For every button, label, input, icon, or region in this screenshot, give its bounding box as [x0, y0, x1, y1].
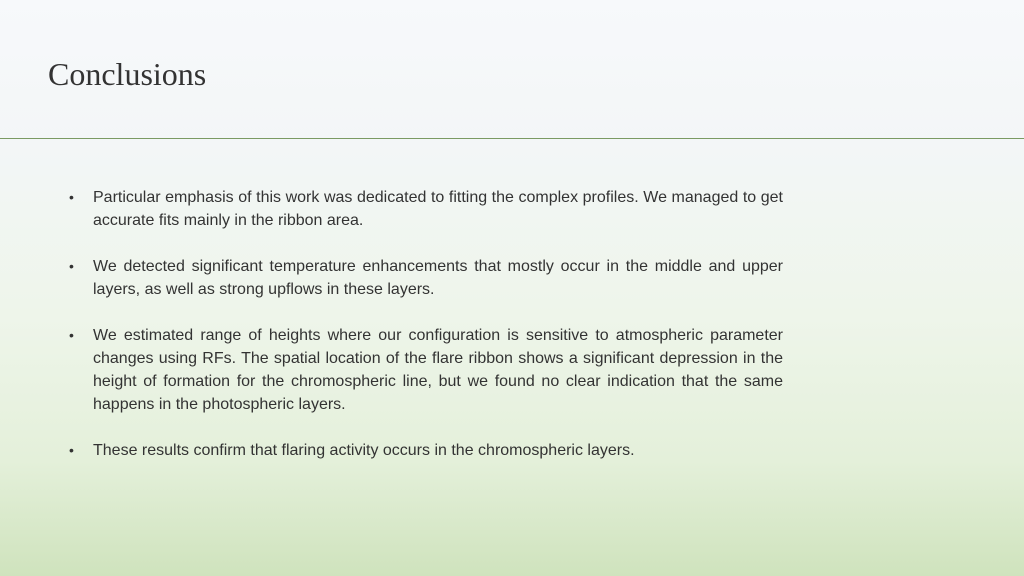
bullet-text: These results confirm that flaring activity occurs in the chromospheric layers.: [93, 442, 635, 459]
bullet-icon: •: [69, 189, 74, 205]
bullet-list: [69, 186, 783, 485]
bullet-icon: •: [69, 258, 74, 274]
bullet-item: [69, 255, 783, 301]
slide-title: Conclusions: [48, 56, 207, 92]
bullet-item: [69, 324, 783, 416]
bullet-icon: •: [69, 327, 74, 343]
bullet-text: We detected significant temperature enhancements that mostly occur in the middle and upper layers, as well as strong upflows in these layers.: [93, 258, 783, 298]
bullet-item: [69, 439, 783, 462]
bullet-text: Particular emphasis of this work was dedicated to fitting the complex profiles. We managed to get accurate fits mainly in the ribbon area.: [93, 189, 783, 229]
slide-header: [0, 0, 1024, 138]
bullet-item: [69, 186, 783, 232]
bullet-text: We estimated range of heights where our configuration is sensitive to atmospheric parameter changes using RFs. The spatial location of the flare ribbon shows a significant depression in the height of formation for the chromospheric line, but we found no clear indication that the same happens in the photospheric layers.: [93, 327, 783, 413]
header-divider: [0, 138, 1024, 139]
bullet-icon: •: [69, 442, 74, 458]
